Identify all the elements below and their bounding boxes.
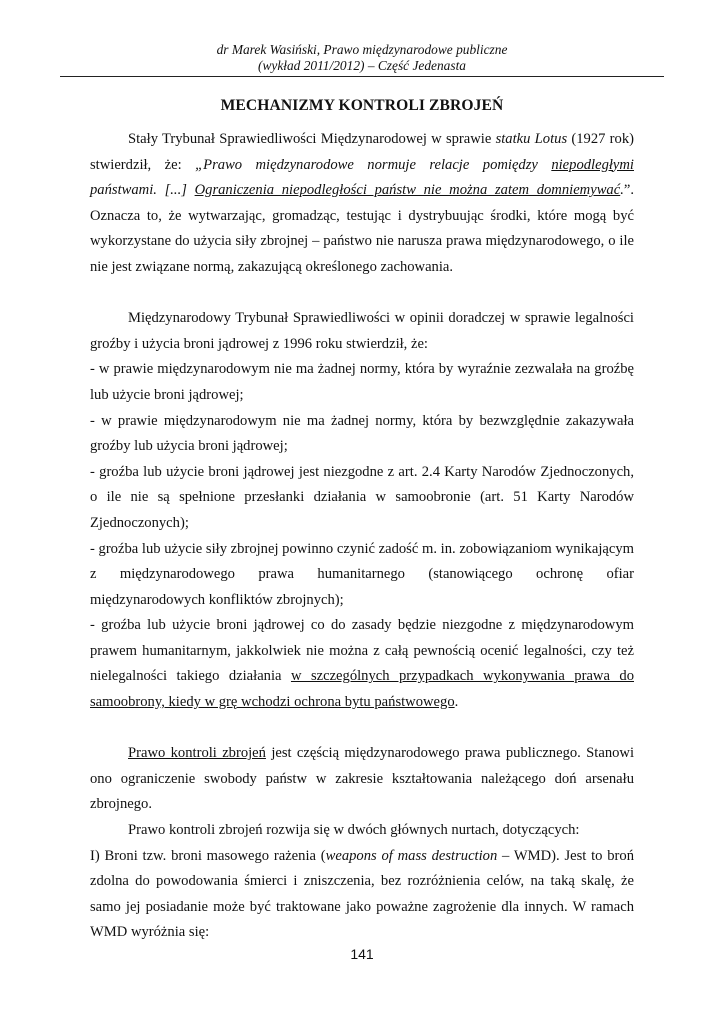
list-item: - w prawie międzynarodowym nie ma żadnej normy, która by bezwzględnie zakazywała groźby lub użycia broni jądrowej; [90,412,634,455]
paragraph-two-streams: Prawo kontroli zbrojeń rozwija się w dwóch głównych nurtach, dotyczących: [128,822,580,839]
page-number: 141 [350,946,374,962]
paragraph-lotus: Stały Trybunał Sprawiedliwości Międzynarodowej w sprawie statku Lotus (1927 rok) stwierdził, że: „Prawo międzynarodowe normuje relacje pomiędzy niepodległymi państwami. [...] Ograniczenia niepodległości państw nie można zatem domniemywać.”. Oznacza to, że wytwarzając, gromadząc, testując i dystrybuując środki, które mogą być wykorzystane do użycia siły zbrojnej – państwo nie narusza prawa międzynarodowego, o ile nie jest związane normą, zakazującą określonego zachowania. [90,131,635,275]
paragraph-gap [90,281,634,307]
list-item: - groźba lub użycie siły zbrojnej powinno czynić zadość m. in. zobowiązaniom wynikającym z międzynarodowego prawa humanitarnego (stanowiącego ochronę ofiar międzynarodowych konfliktów zbrojnych); [90,540,634,608]
running-header [60,42,664,77]
header-line-2: (wykład 2011/2012) – Część Jedenasta [257,57,466,73]
paragraph-gap [90,716,634,742]
header-line-1: dr Marek Wasiński, Prawo międzynarodowe publiczne [216,42,508,57]
body-text [90,127,634,946]
paragraph-arms-control-law: Prawo kontroli zbrojeń jest częścią międzynarodowego prawa publicznego. Stanowi ono ograniczenie swobody państw w zakresie kształtowania należącego doń arsenału zbrojnego. [90,745,635,813]
paragraph-wmd: I) Broni tzw. broni masowego rażenia (weapons of mass destruction – WMD). Jest to broń zdolna do powodowania śmierci i zniszczenia, bez rozróżnienia celów, na taką skalę, że samo jej posiadanie może być traktowane jako poważne zagrożenie dla innych. W ramach WMD wyróżnia się: [90,847,634,941]
list-item: - w prawie międzynarodowym nie ma żadnej normy, która by wyraźnie zezwalała na groźbę lub użycie broni jądrowej; [90,361,634,403]
section-title: MECHANIZMY KONTROLI ZBROJEŃ [220,97,504,114]
list-item: - groźba lub użycie broni jądrowej co do zasady będzie niezgodne z międzynarodowym prawem humanitarnym, jakkolwiek nie można z całą pewnością ocenić legalności, czy też nielegalności takiego działania w szczególnych przypadkach wykonywania prawa do samoobrony, kiedy w grę wchodzi ochrona bytu państwowego. [90,617,634,711]
paragraph-icj-opinion: Międzynarodowy Trybunał Sprawiedliwości w opinii doradczej w sprawie legalności groźby i użycia broni jądrowej z 1996 roku stwierdził, że: [90,310,634,352]
list-item: - groźba lub użycie broni jądrowej jest niezgodne z art. 2.4 Karty Narodów Zjednoczonych, o ile nie są spełnione przesłanki działania w samoobronie (art. 51 Karty Narodów Zjednoczonych); [90,463,634,531]
